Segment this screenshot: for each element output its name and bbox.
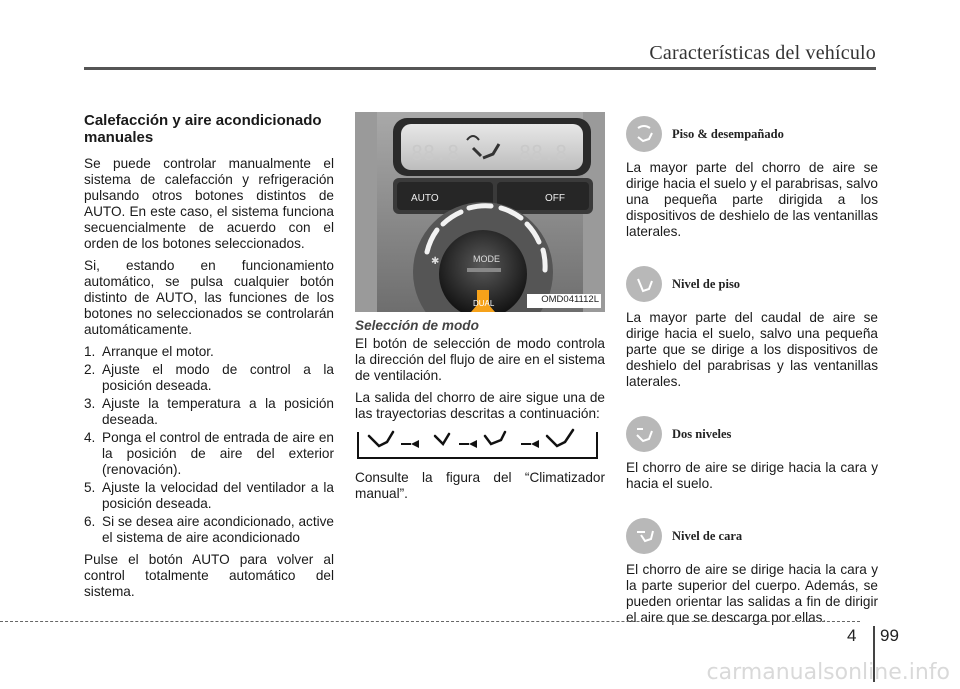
paragraph: El botón de selección de modo controla la dirección del flujo de aire en el sistema de ventilación. xyxy=(355,336,605,383)
mode-block xyxy=(626,266,878,390)
middle-column xyxy=(355,112,605,508)
list-item: 2. Ajuste el modo de control a la posición deseada. xyxy=(84,362,334,393)
floor-defrost-icon xyxy=(626,116,662,152)
list-item: 5. Ajuste la velocidad del ventilador a la posición deseada. xyxy=(84,480,334,511)
mode-label: MODE xyxy=(473,254,500,264)
mode-description: El chorro de aire se dirige hacia la cara y la parte superior del cuerpo. Además, se pueden orientar las salidas a fin de dirigir el aire que se descarga por ellas. xyxy=(626,562,878,625)
mode-description: La mayor parte del caudal de aire se dirige hacia el suelo, salvo una pequeña parte que se dirige a los dispositivos de deshielo del parabrisas y las ventanillas laterales. xyxy=(626,310,878,389)
mode-block xyxy=(626,116,878,240)
paragraph: Se puede controlar manualmente el sistema de calefacción y refrigeración pulsando otros botones distintos de AUTO. En este caso, el sistema funciona secuencialmente de acuerdo con el orden de los botones seleccionados. xyxy=(84,156,334,251)
list-item: 3. Ajuste la temperatura a la posición deseada. xyxy=(84,396,334,427)
floor-level-icon xyxy=(626,266,662,302)
subheading: Selección de modo xyxy=(355,318,479,333)
climate-control-photo xyxy=(355,112,605,312)
paragraph: Si, estando en funcionamiento automático, se pulsa cualquier botón distinto de AUTO, las funciones de los botones no seleccionados se controlarán automáticamente. xyxy=(84,258,334,337)
bi-level-icon xyxy=(626,416,662,452)
mode-title: Nivel de piso xyxy=(672,277,741,291)
paragraph: Consulte la figura del “Climatizador manual”. xyxy=(355,470,605,501)
mode-title: Nivel de cara xyxy=(672,529,743,543)
image-code: OMD041112L xyxy=(541,294,599,305)
chapter-number: 4 xyxy=(847,626,857,645)
paragraph: Pulse el botón AUTO para volver al control totalmente automático del sistema. xyxy=(84,552,334,599)
svg-text:✱: ✱ xyxy=(431,256,440,267)
paragraph: La salida del chorro de aire sigue una de las trayectorias descritas a continuación: xyxy=(355,390,605,421)
header-rule xyxy=(84,67,876,70)
section-heading: Calefacción y aire acondicionado manuales xyxy=(84,112,322,146)
dual-label: DUAL xyxy=(473,299,495,308)
list-item: 6. Si se desea aire acondicionado, active el sistema de aire acondicionado xyxy=(84,514,334,545)
off-label: OFF xyxy=(545,193,565,204)
mode-description: La mayor parte del chorro de aire se dirige hacia el suelo y el parabrisas, salvo una pequeña parte dirigida a los dispositivos de deshielo de las ventanillas laterales. xyxy=(626,160,878,239)
svg-text:88.8: 88.8 xyxy=(411,141,460,165)
list-item: 1. Arranque el motor. xyxy=(84,344,214,359)
footer-rule xyxy=(0,621,860,622)
face-level-icon xyxy=(626,518,662,554)
mode-title: Piso & desempañado xyxy=(672,127,784,141)
steps-list xyxy=(84,344,334,546)
right-column xyxy=(626,116,878,632)
svg-text:88.8: 88.8 xyxy=(519,141,568,165)
mode-block xyxy=(626,416,878,492)
mode-title: Dos niveles xyxy=(672,427,732,441)
left-column xyxy=(84,112,334,606)
header-title: Características del vehículo xyxy=(649,42,876,64)
watermark: carmanualsonline.info xyxy=(706,660,950,685)
mode-description: El chorro de aire se dirige hacia la cara y hacia el suelo. xyxy=(626,460,878,491)
airflow-diagram xyxy=(355,428,600,462)
mode-block xyxy=(626,518,878,626)
list-item: 4. Ponga el control de entrada de aire en la posición de aire del exterior (renovación). xyxy=(84,430,334,477)
auto-label: AUTO xyxy=(411,193,439,204)
page-number: 99 xyxy=(880,626,899,645)
